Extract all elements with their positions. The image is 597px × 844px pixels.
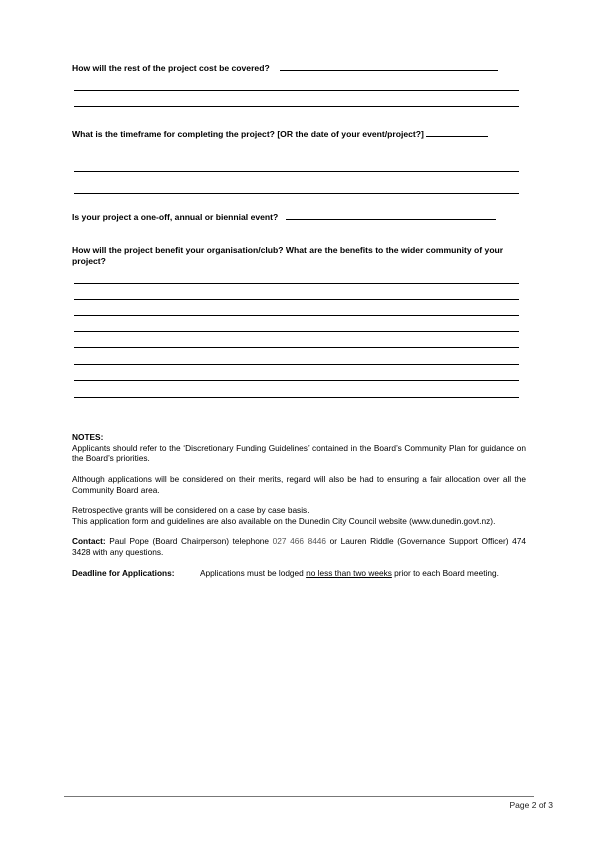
answer-line[interactable] (74, 364, 519, 365)
answer-line[interactable] (74, 283, 519, 284)
deadline-text-b: prior to each Board meeting. (391, 568, 499, 578)
answer-line[interactable] (74, 299, 519, 300)
answer-line[interactable] (74, 171, 519, 172)
answer-line[interactable] (74, 331, 519, 332)
question-event-frequency-label: Is your project a one-off, annual or biennial event? (72, 212, 279, 222)
contact-phone: 027 466 8446 (272, 536, 327, 546)
answer-line-cost-covered[interactable] (280, 62, 498, 71)
contact-text-b: or Lauren Riddle (Governance Support Officer) 474 3428 with any questions. (72, 536, 527, 557)
contact-text-a: Paul Pope (Board Chairperson) telephone (105, 536, 273, 546)
question-benefits (72, 245, 528, 267)
question-cost-covered (72, 62, 498, 74)
notes-website-text: This application form and guidelines are also available on the Dunedin City Council website (www.dunedin.govt.nz). (72, 515, 496, 526)
notes-deadline (72, 568, 526, 579)
answer-line-timeframe[interactable] (426, 128, 488, 137)
notes-section (72, 432, 526, 464)
answer-line[interactable] (74, 347, 519, 348)
answer-line[interactable] (74, 90, 519, 91)
notes-retrospective (72, 505, 526, 526)
notes-guidelines: Applicants should refer to the ‘Discretionary Funding Guidelines’ contained in the Board’s Community Plan for guidance on the Board’s priorities. (72, 442, 526, 463)
deadline-label: Deadline for Applications: (72, 568, 175, 578)
answer-line-event-frequency[interactable] (286, 211, 496, 220)
answer-line[interactable] (74, 106, 519, 107)
notes-contact (72, 536, 526, 557)
answer-line[interactable] (74, 315, 519, 316)
question-timeframe-label: What is the timeframe for completing the project? [OR the date of your event/project?] (72, 129, 424, 139)
answer-line[interactable] (74, 193, 519, 194)
question-cost-covered-label: How will the rest of the project cost be covered? (72, 63, 270, 73)
notes-allocation-text: Although applications will be considered on their merits, regard will also be had to ensuring a fair allocation over all the Community Board area. (72, 474, 526, 495)
contact-label: Contact: (72, 536, 106, 546)
notes-retrospective-text: Retrospective grants will be considered on a case by case basis. (72, 505, 310, 515)
answer-line[interactable] (74, 380, 519, 381)
deadline-underlined: no less than two weeks (306, 568, 392, 578)
question-event-frequency (72, 211, 496, 223)
answer-line[interactable] (74, 397, 519, 398)
question-timeframe (72, 128, 488, 140)
notes-heading: NOTES: (72, 432, 104, 442)
footer-divider (64, 796, 534, 797)
deadline-text-a: Applications must be lodged (200, 568, 307, 578)
page-number: Page 2 of 3 (509, 800, 553, 810)
question-benefits-label: How will the project benefit your organisation/club? What are the benefits to the wider community of your project? (72, 245, 504, 266)
notes-allocation (72, 474, 526, 495)
